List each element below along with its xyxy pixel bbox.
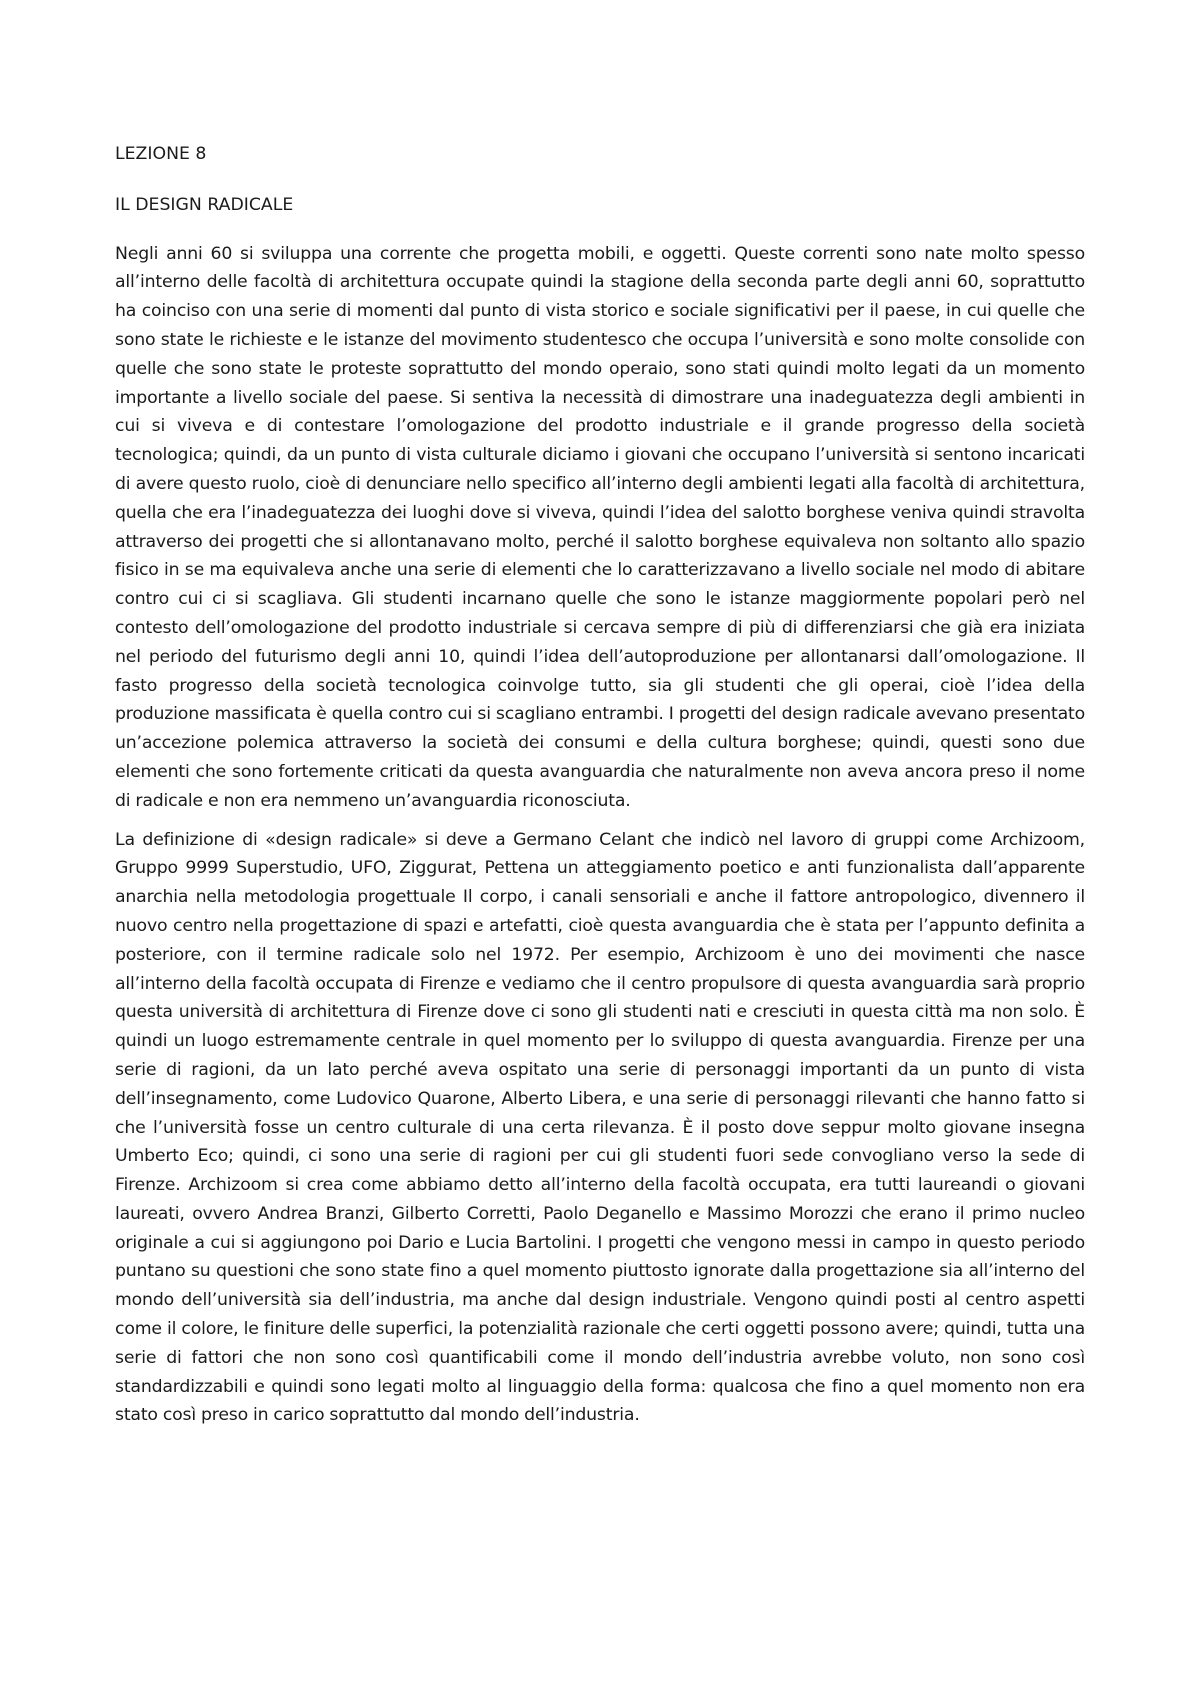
document-body bbox=[115, 140, 1085, 1430]
paragraph-definition: La definizione di «design radicale» si deve a Germano Celant che indicò nel lavoro di gruppi come Archizoom, Gruppo 9999 Superstudio, UFO, Ziggurat, Pettena un atteggiamento poetico e anti funzionalista dall’apparente anarchia nella metodologia progettuale Il corpo, i canali sensoriali e anche il fattore antropologico, divennero il nuovo centro nella progettazione di spazi e artefatti, cioè questa avanguardia che è stata per l’appunto definita a posteriore, con il termine radicale solo nel 1972. Per esempio, Archizoom è uno dei movimenti che nasce all’interno della facoltà occupata di Firenze e vediamo che il centro propulsore di questa avanguardia sarà proprio questa università di architettura di Firenze dove ci sono gli studenti nati e cresciuti in questa città ma non solo. È quindi un luogo estremamente centrale in quel momento per lo sviluppo di questa avanguardia. Firenze per una serie di ragioni, da un lato perché aveva ospitato una serie di personaggi importanti da un punto di vista dell’insegnamento, come Ludovico Quarone, Alberto Libera, e una serie di personaggi rilevanti che hanno fatto si che l’università fosse un centro culturale di una certa rilevanza. È il posto dove seppur molto giovane insegna Umberto Eco; quindi, ci sono una serie di ragioni per cui gli studenti fuori sede convogliano verso la sede di Firenze. Archizoom si crea come abbiamo detto all’interno della facoltà occupata, era tutti laureandi o giovani laureati, ovvero Andrea Branzi, Gilberto Corretti, Paolo Deganello e Massimo Morozzi che erano il primo nucleo originale a cui si aggiungono poi Dario e Lucia Bartolini. I progetti che vengono messi in campo in questo periodo puntano su questioni che sono state fino a quel momento piuttosto ignorate dalla progettazione sia all’interno del mondo dell’università sia dell’industria, ma anche dal design industriale. Vengono quindi posti al centro aspetti come il colore, le finiture delle superfici, la potenzialità razionale che certi oggetti possono avere; quindi, tutta una serie di fattori che non sono così quantificabili come il mondo dell’industria avrebbe voluto, non sono così standardizzabili e quindi sono legati molto al linguaggio della forma: qualcosa che fino a quel momento non era stato così preso in carico soprattutto dal mondo dell’industria. bbox=[115, 829, 1085, 1426]
lesson-title: IL DESIGN RADICALE bbox=[115, 194, 294, 215]
paragraph-intro: Negli anni 60 si sviluppa una corrente che progetta mobili, e oggetti. Queste correnti sono nate molto spesso all’interno delle facoltà di architettura occupate quindi la stagione della seconda parte degli anni 60, soprattutto ha coinciso con una serie di momenti dal punto di vista storico e sociale significativi per il paese, in cui quelle che sono state le richieste e le istanze del movimento studentesco che occupa l’università e sono molte consolide con quelle che sono state le proteste soprattutto del mondo operaio, sono stati quindi molto legati da un momento importante a livello sociale del paese. Si sentiva la necessità di dimostrare una inadeguatezza degli ambienti in cui si viveva e di contestare l’omologazione del prodotto industriale e il grande progresso della società tecnologica; quindi, da un punto di vista culturale diciamo i giovani che occupano l’università si sentono incaricati di avere questo ruolo, cioè di denunciare nello specifico all’interno degli ambienti legati alla facoltà di architettura, quella che era l’inadeguatezza dei luoghi dove si viveva, quindi l’idea del salotto borghese veniva quindi stravolta attraverso dei progetti che si allontanavano molto, perché il salotto borghese equivaleva non soltanto allo spazio fisico in se ma equivaleva anche una serie di elementi che lo caratterizzavano a livello sociale nel modo di abitare contro cui ci si scagliava. Gli studenti incarnano quelle che sono le istanze maggiormente popolari però nel contesto dell’omologazione del prodotto industriale si cercava sempre di più di differenziarsi che già era iniziata nel periodo del futurismo degli anni 10, quindi l’idea dell’autoproduzione per allontanarsi dall’omologazione. Il fasto progresso della società tecnologica coinvolge tutto, sia gli studenti che gli operai, cioè l’idea della produzione massificata è quella contro cui si scagliano entrambi. I progetti del design radicale avevano presentato un’accezione polemica attraverso la società dei consumi e della cultura borghese; quindi, questi sono due elementi che sono fortemente criticati da questa avanguardia che naturalmente non aveva ancora preso il nome di radicale e non era nemmeno un’avanguardia riconosciuta. bbox=[115, 243, 1085, 811]
lesson-number: LEZIONE 8 bbox=[115, 144, 207, 164]
